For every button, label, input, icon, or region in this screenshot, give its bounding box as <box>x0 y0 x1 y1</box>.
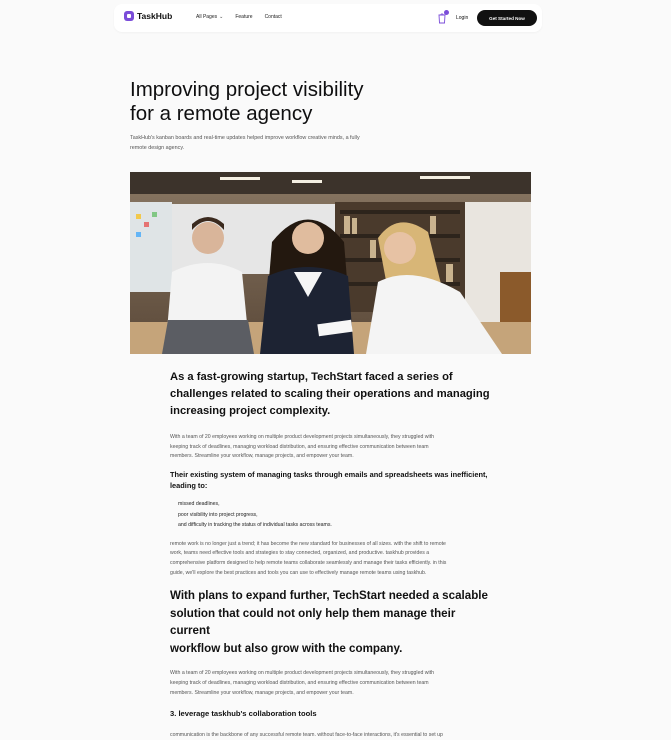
heading-line: challenges related to scaling their operations and managing <box>170 388 490 400</box>
paragraph <box>170 540 490 579</box>
subheading: 3. leverage taskhub's collaboration tools <box>170 708 317 718</box>
get-started-button[interactable]: Get Started Now <box>477 10 537 26</box>
section-heading <box>170 587 490 657</box>
nav-links <box>196 14 282 20</box>
list-item: and difficulty in tracking the status of individual tasks across teams. <box>178 522 332 529</box>
paragraph <box>170 433 490 462</box>
heading-line: As a fast-growing startup, TechStart faced a series of <box>170 371 453 383</box>
cart-icon[interactable] <box>437 11 447 23</box>
title-line: for a remote agency <box>130 102 313 125</box>
heading-line: solution that could not only help them manage their current <box>170 606 456 638</box>
paragraph <box>170 669 490 698</box>
subtitle-line: TaskHub's kanban boards and real-time updates helped improve workflow creative minds, a fully <box>130 135 360 141</box>
list-item: poor visibility into project progress, <box>178 511 258 518</box>
cart-badge <box>444 10 449 15</box>
hero-photo <box>130 172 531 354</box>
subheading-line: Their existing system of managing tasks through emails and spreadsheets was inefficient, <box>170 470 488 480</box>
paragraph-line: members. Streamline your workflow, manage projects, and empower your team. <box>170 689 354 696</box>
heading-line: increasing project complexity. <box>170 405 331 417</box>
paragraph-line: keeping track of deadlines, managing workload distribution, and ensuring effective communication between team <box>170 680 429 687</box>
page-title <box>130 78 450 126</box>
paragraph-line: With a team of 20 employees working on multiple product development projects simultaneously, they struggled with <box>170 434 435 440</box>
chevron-down-icon: ⌄ <box>219 14 224 20</box>
case-study-article <box>170 369 490 740</box>
paragraph-line: work, teams need effective tools and strategies to stay connected, organized, and productive. taskhub provides a <box>170 550 430 557</box>
nav-item-all-pages[interactable] <box>196 14 223 20</box>
list-item: missed deadlines, <box>178 501 220 508</box>
brand-name: TaskHub <box>137 11 173 21</box>
paragraph-line: With a team of 20 employees working on multiple product development projects simultaneously, they struggled with <box>170 670 435 677</box>
paragraph-line: communication is the backbone of any successful remote team. without face-to-face interactions, it's essential to set up <box>170 731 443 738</box>
paragraph-line: comprehensive platform designed to help remote teams collaborate seamlessly and manage their tasks efficiently. in this <box>170 560 447 567</box>
paragraph-line: keeping track of deadlines, managing workload distribution, and ensuring effective communication between team <box>170 443 429 450</box>
paragraph-line: remote work is no longer just a trend; it has become the new standard for businesses of all sizes. with the shift to remote <box>170 540 446 547</box>
paragraph-line: guide, we'll explore the best practices and tools you can use to effectively manage remote teams using taskhub. <box>170 569 427 576</box>
heading-line: workflow but also grow with the company. <box>170 641 403 655</box>
paragraph <box>170 731 490 740</box>
nav-item-label: All Pages <box>196 14 218 20</box>
subheading-line: leading to: <box>170 480 208 490</box>
brand-logo[interactable] <box>124 11 172 21</box>
subheading <box>170 470 490 491</box>
nav-item-contact[interactable]: Contact <box>264 14 282 20</box>
section-heading <box>170 369 490 420</box>
top-navbar <box>114 4 542 32</box>
nav-item-feature[interactable]: Feature <box>235 14 253 20</box>
login-link[interactable]: Login <box>456 15 469 21</box>
taskhub-logo-icon <box>124 11 134 21</box>
page-subtitle <box>130 133 400 153</box>
heading-line: With plans to expand further, TechStart needed a scalable <box>170 589 488 603</box>
subtitle-line: remote design agency. <box>130 145 185 151</box>
title-line: Improving project visibility <box>130 78 364 101</box>
issues-list <box>170 499 490 531</box>
paragraph-line: members. Streamline your workflow, manage projects, and empower your team. <box>170 453 354 460</box>
